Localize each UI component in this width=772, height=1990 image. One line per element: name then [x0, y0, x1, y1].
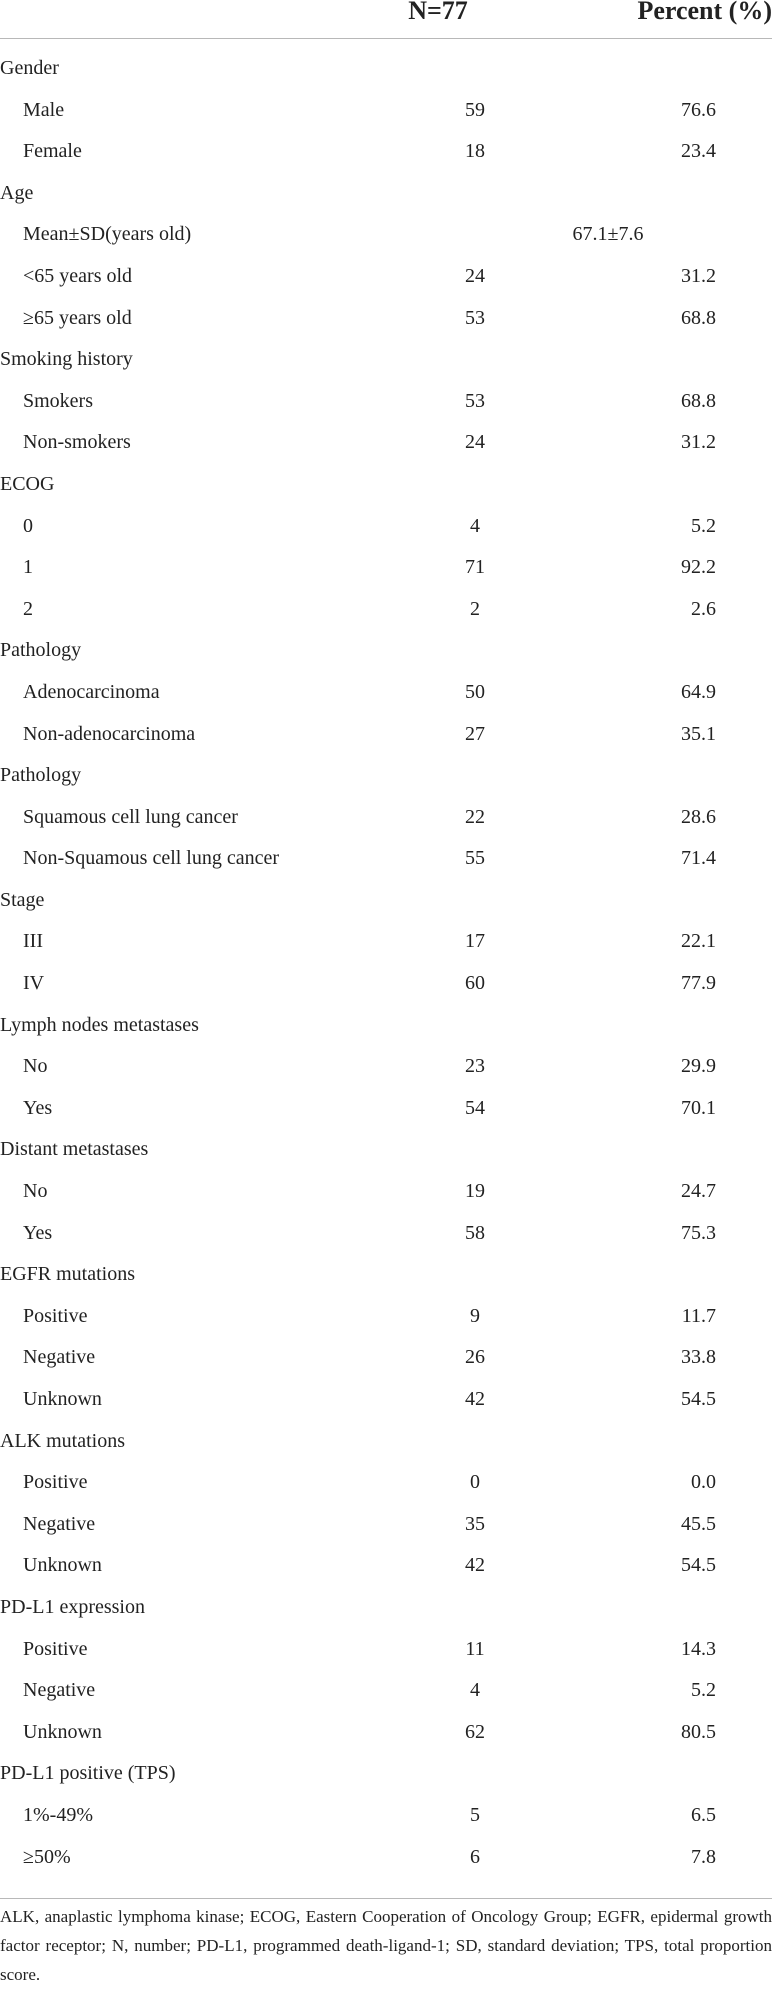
row-label: Negative [23, 1346, 96, 1369]
cell-n: 22 [465, 805, 485, 828]
table-row [0, 556, 772, 598]
category-label: ECOG [0, 472, 55, 495]
table-row [0, 1804, 772, 1846]
row-label: Positive [23, 1304, 88, 1327]
category-row [0, 1596, 772, 1638]
cell-n: 26 [465, 1346, 485, 1369]
cell-n: 19 [465, 1180, 485, 1203]
row-label: 2 [23, 597, 33, 620]
cell-percent: 33.8 [681, 1346, 716, 1369]
table-row [0, 1513, 772, 1555]
row-label: Yes [23, 1221, 53, 1244]
row-label: ≥65 years old [23, 306, 132, 329]
cell-n: 54 [465, 1096, 485, 1119]
cell-n: 59 [465, 98, 485, 121]
category-row [0, 1138, 772, 1180]
category-label: EGFR mutations [0, 1263, 136, 1286]
category-row [0, 1762, 772, 1804]
cell-percent: 92.2 [681, 556, 716, 579]
cell-n: 42 [465, 1388, 485, 1410]
category-row [0, 764, 772, 806]
cell-n: 55 [465, 847, 485, 870]
table-row [0, 431, 772, 473]
cell-percent: 6.5 [691, 1803, 716, 1826]
cell-percent: 35.1 [681, 722, 716, 745]
category-label: PD-L1 expression [0, 1595, 145, 1618]
category-row [0, 182, 772, 224]
cell-n: 24 [465, 431, 485, 454]
cell-percent: 45.5 [681, 1512, 716, 1535]
cell-n: 24 [465, 264, 485, 287]
row-label: Yes [23, 1096, 53, 1119]
cell-n: 60 [465, 972, 485, 995]
category-label: Age [0, 181, 34, 204]
cell-percent: 80.5 [681, 1720, 716, 1743]
table-row [0, 806, 772, 848]
cell-n: 62 [465, 1720, 485, 1743]
cell-n: 71 [465, 556, 485, 579]
category-row [0, 57, 772, 99]
row-label: Smokers [23, 389, 93, 412]
cell-n: 11 [465, 1637, 485, 1660]
category-label: Pathology [0, 639, 82, 662]
spanned-value: 67.1±7.6 [572, 223, 644, 246]
table-row [0, 307, 772, 349]
cell-n: 5 [470, 1803, 480, 1826]
row-label: Positive [23, 1471, 88, 1494]
cell-percent: 11.7 [681, 1304, 716, 1327]
cell-percent: 5.2 [691, 1679, 716, 1702]
row-label: ≥50% [23, 1845, 71, 1868]
row-label: Negative [23, 1512, 96, 1535]
row-label: Male [23, 98, 65, 121]
row-label: Adenocarcinoma [23, 680, 160, 703]
cell-n: 53 [465, 389, 485, 412]
table-row [0, 1388, 772, 1430]
table-row [0, 1554, 772, 1596]
table-row [0, 223, 772, 265]
cell-n: 2 [470, 597, 480, 620]
table-row [0, 1305, 772, 1347]
table-footnote: ALK, anaplastic lymphoma kinase; ECOG, Eastern Cooperation of Oncology Group; EGFR, epidermal growth factor receptor; N, number; PD-L1, programmed death-ligand-1; SD, standard deviation; TPS, total proportion score. [0, 1907, 772, 1984]
category-row [0, 473, 772, 515]
row-label: Mean±SD(years old) [23, 223, 192, 246]
cell-percent: 14.3 [681, 1637, 716, 1660]
column-header-n: N=77 [408, 0, 468, 25]
table-row [0, 1346, 772, 1388]
cell-n: 53 [465, 306, 485, 329]
cell-n: 0 [470, 1471, 480, 1494]
table-bottom-rule [0, 1898, 772, 1899]
cell-percent: 71.4 [681, 847, 716, 870]
cell-percent: 31.2 [681, 431, 716, 454]
table-row [0, 1222, 772, 1264]
table-row [0, 1846, 772, 1888]
cell-n: 23 [465, 1055, 485, 1078]
row-label: Unknown [23, 1720, 102, 1743]
row-label: 1 [23, 556, 33, 579]
category-label: Smoking history [0, 348, 133, 371]
row-label: Non-adenocarcinoma [23, 722, 196, 745]
category-row [0, 889, 772, 931]
cell-n: 4 [470, 514, 480, 537]
category-label: Distant metastases [0, 1138, 149, 1161]
table-row [0, 1180, 772, 1222]
cell-percent: 31.2 [681, 264, 716, 287]
cell-n: 27 [465, 722, 485, 745]
cell-percent: 64.9 [681, 680, 716, 703]
row-label: Unknown [23, 1554, 102, 1577]
category-label: Stage [0, 888, 45, 911]
category-label: Lymph nodes metastases [0, 1013, 199, 1036]
cell-n: 4 [470, 1679, 480, 1702]
row-label: Non-smokers [23, 431, 131, 454]
cell-percent: 28.6 [681, 805, 716, 828]
table-row [0, 1679, 772, 1721]
row-label: Squamous cell lung cancer [23, 805, 238, 828]
table-body [0, 57, 772, 1887]
cell-percent: 77.9 [681, 972, 716, 995]
table-row [0, 723, 772, 765]
row-label: <65 years old [23, 264, 133, 287]
table-row [0, 1097, 772, 1139]
cell-n: 35 [465, 1512, 485, 1535]
table-row [0, 681, 772, 723]
cell-n: 17 [465, 930, 485, 953]
row-label: No [23, 1055, 48, 1078]
row-label: 1%-49% [23, 1803, 93, 1826]
cell-percent: 54.5 [681, 1554, 716, 1577]
cell-percent: 68.8 [681, 306, 716, 329]
cell-percent: 75.3 [681, 1221, 716, 1244]
column-header-percent: Percent (%) [637, 0, 772, 25]
row-label: Negative [23, 1679, 96, 1702]
category-label: PD-L1 positive (TPS) [0, 1762, 176, 1785]
table-row [0, 930, 772, 972]
row-label: 0 [23, 514, 33, 537]
category-row [0, 1014, 772, 1056]
category-label: ALK mutations [0, 1429, 125, 1452]
cell-n: 9 [470, 1304, 480, 1327]
cell-n: 50 [465, 680, 485, 703]
category-label: Gender [0, 57, 59, 79]
table-row [0, 140, 772, 182]
table-row [0, 265, 772, 307]
cell-percent: 2.6 [691, 597, 716, 620]
cell-percent: 76.6 [681, 98, 716, 121]
row-label: III [23, 930, 43, 953]
category-row [0, 639, 772, 681]
cell-n: 58 [465, 1221, 485, 1244]
cell-percent: 24.7 [681, 1180, 716, 1203]
category-row [0, 1263, 772, 1305]
table-row [0, 99, 772, 141]
cell-percent: 54.5 [681, 1388, 716, 1410]
table-row [0, 1638, 772, 1680]
table-row [0, 1471, 772, 1513]
cell-percent: 22.1 [681, 930, 716, 953]
cell-n: 6 [470, 1845, 480, 1868]
cell-n: 42 [465, 1554, 485, 1577]
table-row [0, 390, 772, 432]
cell-percent: 23.4 [681, 140, 716, 163]
cell-percent: 0.0 [691, 1471, 716, 1494]
row-label: IV [23, 972, 45, 995]
category-row [0, 348, 772, 390]
table-row [0, 847, 772, 889]
row-label: Unknown [23, 1388, 102, 1410]
table-row [0, 598, 772, 640]
cell-percent: 5.2 [691, 514, 716, 537]
cell-n: 18 [465, 140, 485, 163]
table-row [0, 972, 772, 1014]
cell-percent: 7.8 [691, 1845, 716, 1868]
row-label: Non-Squamous cell lung cancer [23, 847, 280, 870]
table-row [0, 515, 772, 557]
table-row [0, 1055, 772, 1097]
row-label: No [23, 1180, 48, 1203]
table-header [0, 0, 772, 39]
table-row [0, 1721, 772, 1763]
category-label: Pathology [0, 764, 82, 787]
row-label: Positive [23, 1637, 88, 1660]
cell-percent: 68.8 [681, 389, 716, 412]
row-label: Female [23, 140, 82, 163]
category-row [0, 1430, 772, 1472]
cell-percent: 70.1 [681, 1096, 716, 1119]
cell-percent: 29.9 [681, 1055, 716, 1078]
